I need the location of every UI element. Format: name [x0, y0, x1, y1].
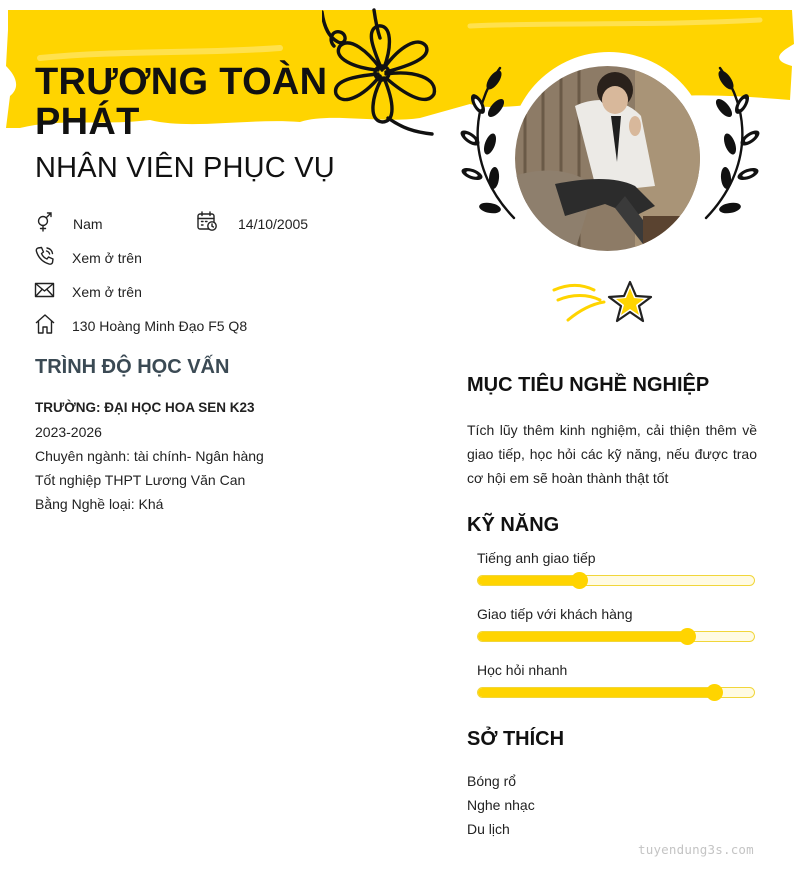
skill-label: Giao tiếp với khách hàng [477, 606, 633, 622]
education-highschool: Tốt nghiệp THPT Lương Văn Can [35, 472, 246, 488]
skill-bar [477, 687, 755, 698]
email-value: Xem ở trên [72, 284, 142, 300]
skill-bar-knob [679, 628, 696, 645]
hobbies-section-title: SỞ THÍCH [467, 728, 565, 750]
birthdate-value: 14/10/2005 [238, 216, 309, 232]
phone-value: Xem ở trên [72, 250, 142, 266]
skill-bar-fill [478, 632, 688, 641]
skill-bar-fill [478, 576, 580, 585]
skill-label: Học hỏi nhanh [477, 662, 568, 678]
education-years: 2023-2026 [35, 424, 102, 440]
avatar [515, 66, 700, 251]
skill-bar-knob [571, 572, 588, 589]
home-icon [34, 313, 56, 335]
education-school: TRƯỜNG: ĐẠI HỌC HOA SEN K23 [35, 400, 255, 415]
hobby-item: Bóng rổ [467, 773, 517, 789]
gender-icon [34, 210, 56, 232]
skills-section-title: KỸ NĂNG [467, 514, 560, 536]
email-icon [34, 279, 56, 301]
address-value: 130 Hoàng Minh Đạo F5 Q8 [72, 318, 248, 334]
skill-bar-knob [706, 684, 723, 701]
hobby-item: Du lịch [467, 821, 510, 837]
skill-bar [477, 575, 755, 586]
education-section-title: TRÌNH ĐỘ HỌC VẤN [35, 356, 230, 378]
watermark: tuyendung3s.com [638, 842, 754, 857]
objective-text: Tích lũy thêm kinh nghiệm, cải thiện thêm về giao tiếp, học hỏi các kỹ năng, nếu được trao cơ hội em sẽ hoàn thành thật tốt [467, 422, 757, 486]
phone-icon [34, 245, 56, 267]
objective-section-title: MỤC TIÊU NGHỀ NGHIỆP [467, 374, 710, 396]
hobby-item: Nghe nhạc [467, 797, 535, 813]
candidate-name: TRƯƠNG TOÀN PHÁT [35, 61, 328, 143]
skill-label: Tiếng anh giao tiếp [477, 550, 596, 566]
skill-bar [477, 631, 755, 642]
star-doodle-icon [548, 276, 656, 328]
education-vocational: Bằng Nghề loại: Khá [35, 496, 164, 512]
calendar-icon [196, 210, 218, 232]
skill-bar-fill [478, 688, 715, 697]
gender-value: Nam [73, 216, 103, 232]
job-title: NHÂN VIÊN PHỤC VỤ [35, 152, 335, 184]
education-major: Chuyên ngành: tài chính- Ngân hàng [35, 448, 264, 464]
